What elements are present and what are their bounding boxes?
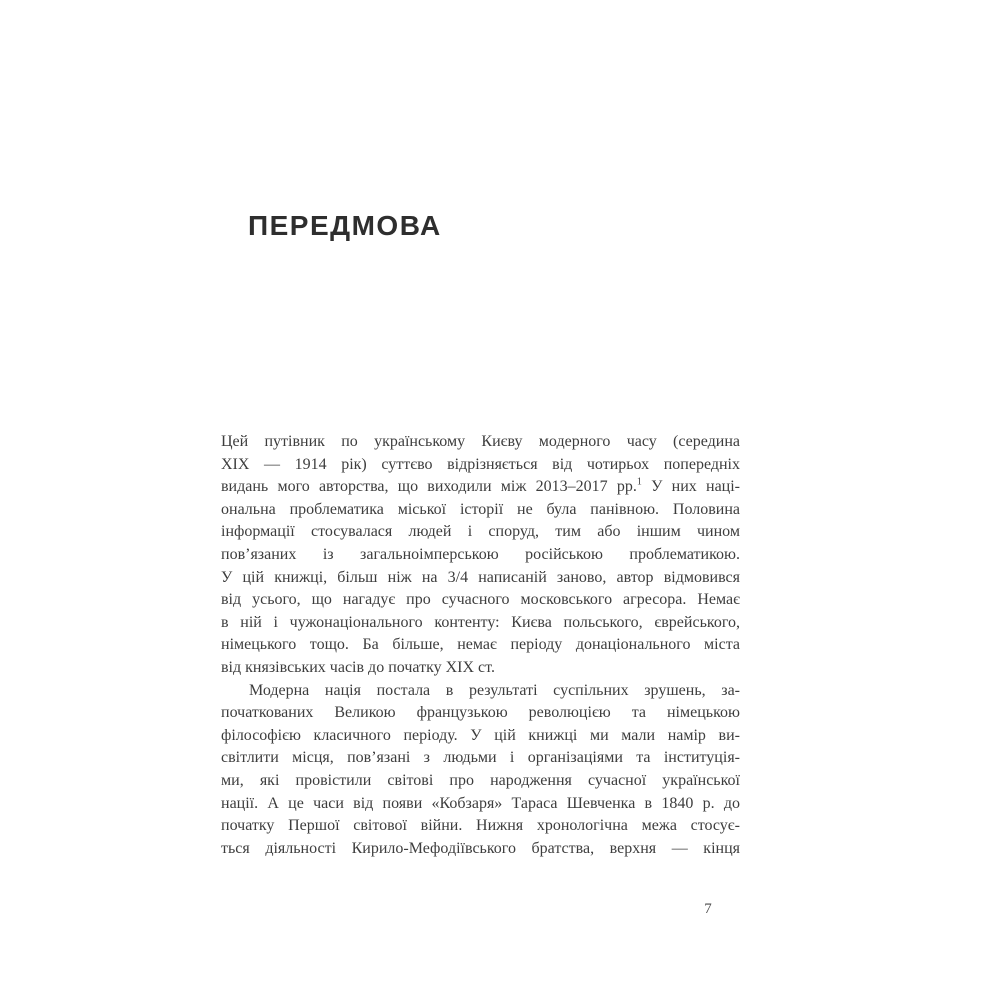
- text-line-with-footnote: [221, 476, 740, 499]
- text-segment: видань мого авторства, що виходили між 2013–2017 рр.: [221, 478, 637, 496]
- text-line: інформації стосувалася людей і споруд, тим або іншим чином: [221, 523, 740, 541]
- text-line: від князівських часів до початку XIX ст.: [221, 658, 495, 676]
- text-line: ми, які провістили світові про народження сучасної української: [221, 771, 740, 789]
- text-line: світлити місця, пов’язані з людьми і організаціями та інституція-: [221, 749, 740, 767]
- text-line: початку Першої світової війни. Нижня хронологічна межа стосує-: [221, 817, 740, 835]
- text-line: Цей путівник по українському Києву модерного часу (середина: [221, 433, 740, 450]
- footnote-marker: 1: [636, 476, 642, 488]
- text-line: ональна проблематика міської історії не була панівною. Половина: [221, 500, 740, 518]
- page-title: ПЕРЕДМОВА: [248, 210, 442, 241]
- text-segment: У них наці-: [641, 478, 741, 496]
- text-line: німецького тощо. Ба більше, немає періоду донаціонального міста: [221, 636, 740, 654]
- text-line: пов’язаних із загальноімперською російською проблематикою.: [221, 545, 740, 563]
- paragraph-2: [221, 680, 740, 861]
- body-text: [221, 431, 740, 860]
- text-line: початкованих Великою французькою революцією та німецькою: [221, 704, 740, 722]
- text-line: філософією класичного періоду. У цій книжці ми мали намір ви-: [221, 726, 740, 744]
- page-number: 7: [704, 901, 712, 917]
- text-line: Модерна нація постала в результаті суспільних зрушень, за-: [249, 681, 740, 699]
- text-line: XIX — 1914 рік) суттєво відрізняється від чотирьох попередніх: [221, 455, 740, 473]
- text-line: У цій книжці, більш ніж на 3/4 написаній заново, автор відмовився: [221, 568, 740, 586]
- text-line: нації. А це часи від появи «Кобзаря» Тараса Шевченка в 1840 р. до: [221, 794, 740, 812]
- text-line: ться діяльності Кирило-Мефодіївського братства, верхня — кінця: [221, 839, 740, 857]
- text-line: в ній і чужонаціонального контенту: Києва польського, єврейського,: [221, 613, 740, 631]
- text-line: від усього, що нагадує про сучасного московського агресора. Немає: [221, 591, 740, 609]
- paragraph-1: [221, 431, 740, 680]
